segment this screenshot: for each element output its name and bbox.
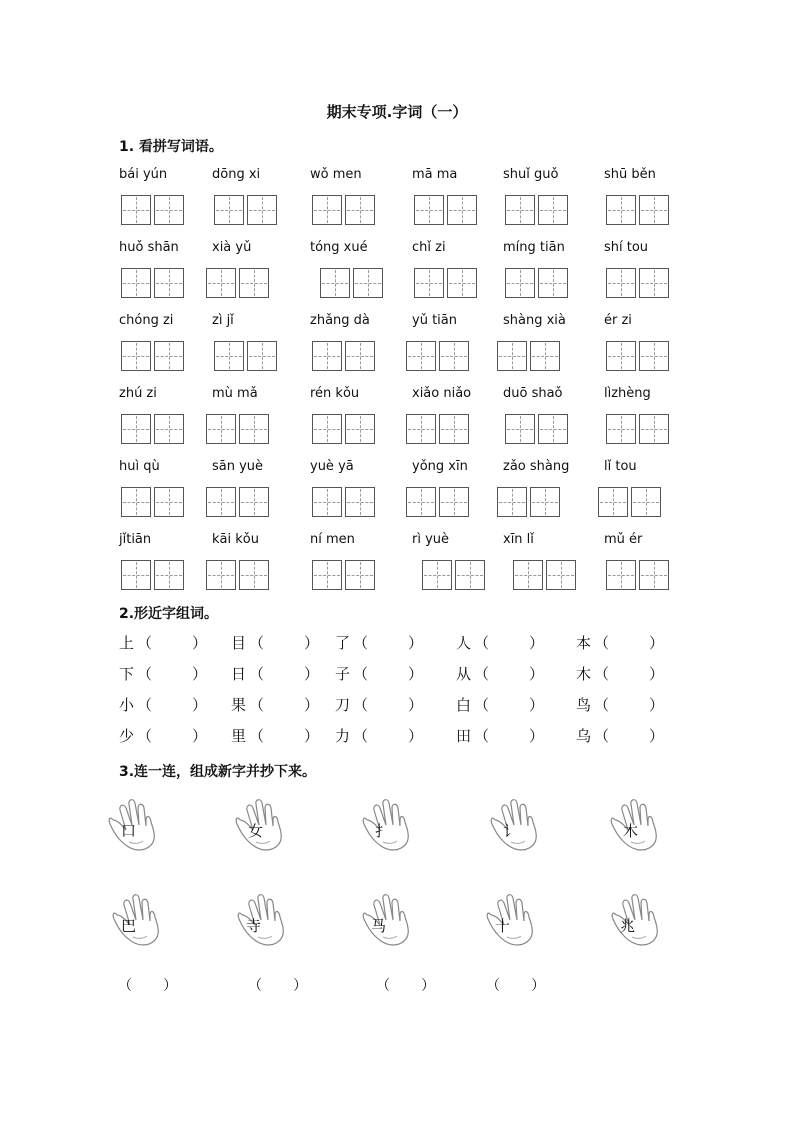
pinyin-label: mǔ ér [604,532,643,547]
pinyin-label: zhú zi [119,386,157,401]
target-char: 目 [231,634,247,652]
word-group-item [231,632,319,653]
writing-box[interactable] [455,560,485,590]
writing-box[interactable] [538,195,568,225]
left-component-char[interactable]: 扌 [375,822,391,840]
pinyin-label: chóng zi [119,313,174,328]
pinyin-label: sān yuè [212,459,264,474]
paren-open: （ [137,696,153,714]
word-group-item [119,694,207,715]
word-group-item [119,725,207,746]
target-char: 里 [231,727,247,745]
paren-open: （ [594,665,610,683]
pinyin-label: mù mǎ [212,386,258,401]
pinyin-label: shū běn [604,167,656,182]
writing-box[interactable] [206,487,236,517]
writing-box[interactable] [206,414,236,444]
word-group-item [456,694,544,715]
paren-open: （ [137,634,153,652]
pinyin-label: tóng xué [310,240,368,255]
left-component-char[interactable]: 女 [248,822,264,840]
target-char: 了 [335,634,351,652]
writing-box[interactable] [121,414,151,444]
paren-close: ） [408,634,424,652]
paren-close: ） [649,696,665,714]
paren-close: ） [304,696,320,714]
paren-close: ） [649,634,665,652]
writing-box[interactable] [206,560,236,590]
pinyin-label: ní men [310,532,355,547]
writing-box[interactable] [312,560,342,590]
paren-open: （ [249,665,265,683]
pinyin-label: duō shaǒ [503,386,563,401]
writing-box[interactable] [639,560,669,590]
target-char: 白 [456,696,472,714]
writing-box[interactable] [639,414,669,444]
writing-box[interactable] [447,195,477,225]
writing-box[interactable] [497,341,527,371]
pinyin-label: dōng xi [212,167,261,182]
pinyin-label: xià yǔ [212,240,252,255]
paren-open: （ [474,727,490,745]
page-title: 期末专项.字词（一） [326,103,468,121]
writing-box[interactable] [154,268,184,298]
writing-box[interactable] [312,487,342,517]
paren-close: ） [192,696,208,714]
writing-box[interactable] [206,268,236,298]
word-group-item [231,663,319,684]
writing-box[interactable] [345,487,375,517]
paren-close: ） [408,696,424,714]
pinyin-label: bái yún [119,167,168,182]
writing-box[interactable] [239,414,269,444]
pinyin-label: xīn lǐ [503,532,534,547]
target-char: 上 [119,634,135,652]
pinyin-label: yǔ tiān [412,313,457,328]
writing-box[interactable] [154,414,184,444]
paren-close: ） [304,727,320,745]
word-group-item [335,694,423,715]
writing-box[interactable] [598,487,628,517]
writing-box[interactable] [353,268,383,298]
writing-box[interactable] [312,341,342,371]
paren-open: （ [249,696,265,714]
target-char: 木 [576,665,592,683]
paren-close: ） [408,727,424,745]
pinyin-label: chǐ zi [412,240,446,255]
paren-close: ） [529,727,545,745]
pinyin-label: zǎo shàng [503,459,570,474]
pinyin-label: wǒ men [310,167,362,182]
word-group-item [576,632,664,653]
writing-box[interactable] [414,268,444,298]
paren-close: ） [304,665,320,683]
paren-open: （ [474,696,490,714]
writing-box[interactable] [345,195,375,225]
word-group-item [231,725,319,746]
answer-blank[interactable]: （ ） [118,978,178,994]
paren-close: ） [192,665,208,683]
writing-box[interactable] [154,487,184,517]
left-component-char[interactable]: 木 [623,822,639,840]
writing-box[interactable] [631,487,661,517]
writing-box[interactable] [639,195,669,225]
writing-box[interactable] [497,487,527,517]
writing-box[interactable] [121,341,151,371]
writing-box[interactable] [239,268,269,298]
target-char: 刀 [335,696,351,714]
target-char: 果 [231,696,247,714]
word-group-item [335,725,423,746]
word-group-item [335,632,423,653]
writing-box[interactable] [505,414,535,444]
left-component-char[interactable]: 讠 [503,822,519,840]
target-char: 子 [335,665,351,683]
pinyin-label: lǐ tou [604,459,637,474]
target-char: 乌 [576,727,592,745]
writing-box[interactable] [546,560,576,590]
writing-box[interactable] [538,268,568,298]
word-group-item [576,725,664,746]
writing-box[interactable] [505,195,535,225]
writing-box[interactable] [406,414,436,444]
pinyin-label: huǒ shān [119,240,179,255]
writing-box[interactable] [214,195,244,225]
paren-close: ） [649,665,665,683]
writing-box[interactable] [606,560,636,590]
word-group-item [119,663,207,684]
paren-close: ） [529,634,545,652]
word-group-item [576,663,664,684]
paren-open: （ [137,727,153,745]
pinyin-label: zì jǐ [212,313,234,328]
writing-box[interactable] [121,268,151,298]
writing-box[interactable] [414,195,444,225]
target-char: 小 [119,696,135,714]
paren-open: （ [137,665,153,683]
writing-box[interactable] [312,195,342,225]
right-component-char[interactable]: 巴 [121,917,137,935]
pinyin-label: yǒng xīn [412,459,468,474]
target-char: 人 [456,634,472,652]
writing-box[interactable] [247,341,277,371]
pinyin-label: jǐtiān [119,532,152,547]
paren-close: ） [192,634,208,652]
writing-box[interactable] [422,560,452,590]
pinyin-label: kāi kǒu [212,532,259,547]
pinyin-label: rén kǒu [310,386,360,401]
word-group-item [456,663,544,684]
writing-box[interactable] [121,487,151,517]
section-1-heading: 1. 看拼写词语。 [119,139,223,155]
answer-blank[interactable]: （ ） [376,978,436,994]
writing-box[interactable] [538,414,568,444]
target-char: 从 [456,665,472,683]
writing-box[interactable] [439,414,469,444]
pinyin-label: huì qù [119,459,160,474]
target-char: 少 [119,727,135,745]
writing-box[interactable] [239,487,269,517]
writing-box[interactable] [121,560,151,590]
pinyin-label: zhǎng dà [310,313,370,328]
pinyin-label: yuè yā [310,459,354,474]
pinyin-label: xiǎo niǎo [412,386,472,401]
writing-box[interactable] [439,487,469,517]
writing-box[interactable] [606,195,636,225]
paren-close: ） [304,634,320,652]
word-group-item [456,725,544,746]
word-group-item [576,694,664,715]
writing-box[interactable] [247,195,277,225]
writing-box[interactable] [606,414,636,444]
paren-open: （ [594,696,610,714]
paren-close: ） [529,696,545,714]
target-char: 日 [231,665,247,683]
writing-box[interactable] [606,341,636,371]
paren-close: ） [529,665,545,683]
left-component-char[interactable]: 口 [121,822,137,840]
pinyin-label: mā ma [412,167,458,182]
writing-box[interactable] [406,341,436,371]
writing-box[interactable] [447,268,477,298]
writing-box[interactable] [121,195,151,225]
pinyin-label: lìzhèng [604,386,651,401]
answer-blank[interactable]: （ ） [486,978,546,994]
target-char: 田 [456,727,472,745]
paren-open: （ [249,727,265,745]
writing-box[interactable] [214,341,244,371]
target-char: 鸟 [576,696,592,714]
paren-open: （ [594,727,610,745]
writing-box[interactable] [606,268,636,298]
paren-open: （ [474,665,490,683]
paren-close: ） [649,727,665,745]
paren-open: （ [353,634,369,652]
paren-open: （ [249,634,265,652]
paren-open: （ [353,727,369,745]
writing-box[interactable] [530,487,560,517]
word-group-item [119,632,207,653]
paren-open: （ [353,665,369,683]
paren-open: （ [474,634,490,652]
paren-close: ） [408,665,424,683]
writing-box[interactable] [513,560,543,590]
right-component-char[interactable]: 寺 [246,917,262,935]
paren-close: ） [192,727,208,745]
writing-box[interactable] [239,560,269,590]
right-component-char[interactable]: 马 [371,917,387,935]
writing-box[interactable] [345,341,375,371]
word-group-item [231,694,319,715]
word-group-item [456,632,544,653]
right-component-char[interactable]: 十 [495,917,511,935]
target-char: 本 [576,634,592,652]
target-char: 下 [119,665,135,683]
answer-blank[interactable]: （ ） [248,978,308,994]
writing-box[interactable] [312,414,342,444]
writing-box[interactable] [154,195,184,225]
pinyin-label: shuǐ guǒ [503,167,559,182]
pinyin-label: shàng xià [503,313,566,328]
writing-box[interactable] [439,341,469,371]
writing-box[interactable] [154,341,184,371]
pinyin-label: míng tiān [503,240,565,255]
paren-open: （ [594,634,610,652]
pinyin-label: shí tou [604,240,649,255]
right-component-char[interactable]: 兆 [620,917,636,935]
writing-box[interactable] [320,268,350,298]
word-group-item [335,663,423,684]
paren-open: （ [353,696,369,714]
pinyin-label: rì yuè [412,532,450,547]
writing-box[interactable] [505,268,535,298]
target-char: 力 [335,727,351,745]
writing-box[interactable] [530,341,560,371]
writing-box[interactable] [639,268,669,298]
writing-box[interactable] [406,487,436,517]
writing-box[interactable] [345,560,375,590]
writing-box[interactable] [639,341,669,371]
writing-box[interactable] [154,560,184,590]
section-2-heading: 2.形近字组词。 [119,606,219,622]
section-3-heading: 3.连一连，组成新字并抄下来。 [119,764,317,780]
pinyin-label: ér zi [604,313,632,328]
writing-box[interactable] [345,414,375,444]
